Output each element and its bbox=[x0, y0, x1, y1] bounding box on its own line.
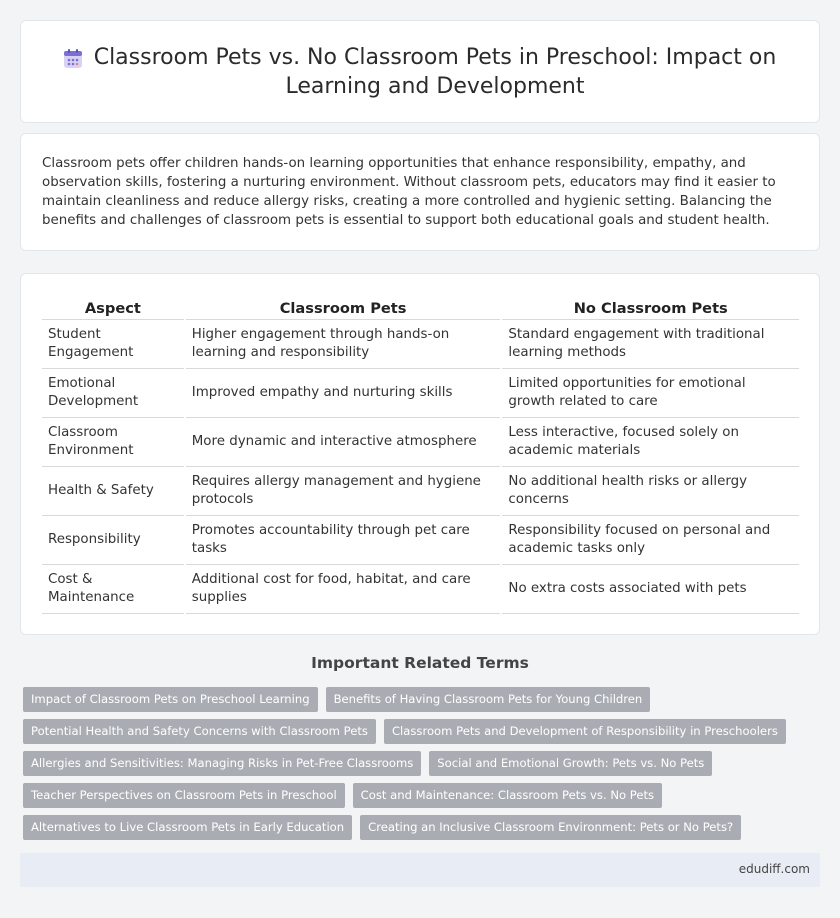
cell-aspect: Cost & Maintenance bbox=[42, 564, 185, 613]
header-aspect: Aspect bbox=[42, 296, 185, 319]
intro-card bbox=[20, 133, 820, 251]
header-no-classroom-pets: No Classroom Pets bbox=[501, 296, 799, 319]
tag-row bbox=[23, 815, 823, 840]
site-name: edudiff.com bbox=[738, 862, 810, 876]
cell-aspect: Classroom Environment bbox=[42, 417, 185, 466]
cell-aspect: Student Engagement bbox=[42, 319, 185, 368]
cell-aspect: Health & Safety bbox=[42, 466, 185, 515]
cell-no-classroom-pets: Responsibility focused on personal and academic tasks only bbox=[501, 515, 799, 564]
table-header-row bbox=[42, 296, 799, 319]
footer bbox=[20, 853, 820, 887]
cell-classroom-pets: Improved empathy and nurturing skills bbox=[185, 368, 502, 417]
cell-classroom-pets: Promotes accountability through pet care tasks bbox=[185, 515, 502, 564]
related-terms-heading: Important Related Terms bbox=[311, 654, 529, 672]
cell-classroom-pets: Additional cost for food, habitat, and care supplies bbox=[185, 564, 502, 613]
table-row bbox=[42, 466, 799, 515]
table-row bbox=[42, 515, 799, 564]
table-row bbox=[42, 417, 799, 466]
table-row bbox=[42, 368, 799, 417]
cell-classroom-pets: Higher engagement through hands-on learning and responsibility bbox=[185, 319, 502, 368]
table-row bbox=[42, 564, 799, 613]
title-card bbox=[20, 20, 820, 123]
cell-aspect: Emotional Development bbox=[42, 368, 185, 417]
related-terms-list bbox=[23, 687, 823, 847]
related-term-link[interactable]: Social and Emotional Growth: Pets vs. No Pets bbox=[429, 751, 712, 776]
related-term-link[interactable]: Cost and Maintenance: Classroom Pets vs. No Pets bbox=[353, 783, 662, 808]
cell-classroom-pets: More dynamic and interactive atmosphere bbox=[185, 417, 502, 466]
related-term-link[interactable]: Teacher Perspectives on Classroom Pets in Preschool bbox=[23, 783, 345, 808]
cell-no-classroom-pets: No additional health risks or allergy concerns bbox=[501, 466, 799, 515]
tag-row bbox=[23, 687, 823, 712]
related-term-link[interactable]: Impact of Classroom Pets on Preschool Learning bbox=[23, 687, 318, 712]
cell-no-classroom-pets: Standard engagement with traditional learning methods bbox=[501, 319, 799, 368]
table-row bbox=[42, 319, 799, 368]
related-term-link[interactable]: Allergies and Sensitivities: Managing Risks in Pet-Free Classrooms bbox=[23, 751, 421, 776]
tag-row bbox=[23, 751, 823, 776]
related-term-link[interactable]: Classroom Pets and Development of Responsibility in Preschoolers bbox=[384, 719, 786, 744]
comparison-card bbox=[20, 273, 820, 635]
tag-row bbox=[23, 783, 823, 808]
cell-aspect: Responsibility bbox=[42, 515, 185, 564]
intro-paragraph: Classroom pets offer children hands-on learning opportunities that enhance responsibility, empathy, and observation skills, fostering a nurturing environment. Without classroom pets, educators may find it easier to maintain cleanliness and reduce allergy risks, creating a more controlled and hygienic setting. Balancing the benefits and challenges of classroom pets is essential to support both educational goals and student health. bbox=[42, 156, 776, 228]
cell-no-classroom-pets: No extra costs associated with pets bbox=[501, 564, 799, 613]
cell-classroom-pets: Requires allergy management and hygiene protocols bbox=[185, 466, 502, 515]
header-classroom-pets: Classroom Pets bbox=[185, 296, 502, 319]
comparison-table bbox=[42, 296, 799, 614]
related-term-link[interactable]: Potential Health and Safety Concerns with Classroom Pets bbox=[23, 719, 376, 744]
tag-row bbox=[23, 719, 823, 744]
page-title: Classroom Pets vs. No Classroom Pets in Preschool: Impact on Learning and Development bbox=[93, 44, 777, 99]
related-term-link[interactable]: Creating an Inclusive Classroom Environment: Pets or No Pets? bbox=[360, 815, 741, 840]
related-term-link[interactable]: Benefits of Having Classroom Pets for Young Children bbox=[326, 687, 651, 712]
related-term-link[interactable]: Alternatives to Live Classroom Pets in Early Education bbox=[23, 815, 352, 840]
cell-no-classroom-pets: Less interactive, focused solely on academic materials bbox=[501, 417, 799, 466]
cell-no-classroom-pets: Limited opportunities for emotional growth related to care bbox=[501, 368, 799, 417]
